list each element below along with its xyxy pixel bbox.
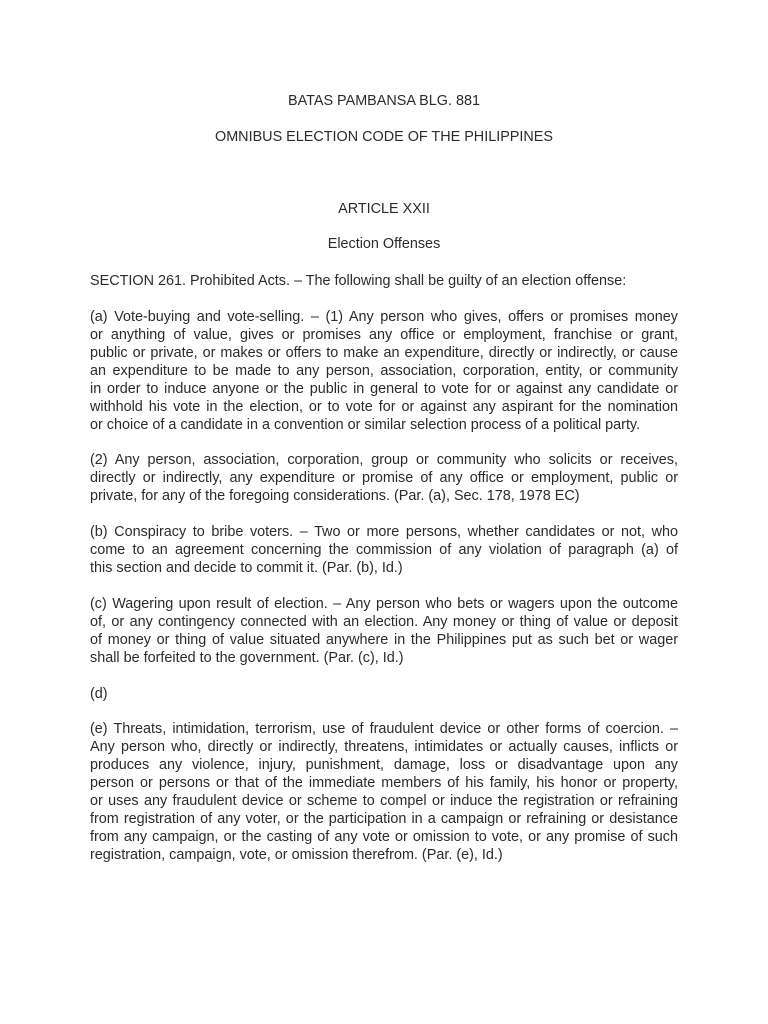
paragraph-d: [90, 685, 678, 703]
paragraph-c: [90, 595, 678, 667]
paragraph-b: [90, 523, 678, 577]
paragraph-line: registration, campaign, vote, or omission therefrom. (Par. (e), Id.): [90, 847, 503, 863]
paragraph-line: public or private, or makes or offers to make an expenditure, directly or indirectly, or cause: [90, 345, 678, 361]
paragraph-a2: [90, 451, 678, 505]
paragraph-line: (e) Threats, intimidation, terrorism, use of fraudulent device or other forms of coercion. –: [90, 721, 678, 737]
paragraph-line: or choice of a candidate in a convention or similar selection process of a political party.: [90, 417, 641, 433]
paragraph-e: [90, 720, 678, 864]
paragraph-line: in order to induce anyone or the public in general to vote for or against any candidate or: [90, 381, 678, 397]
paragraph-line: (c) Wagering upon result of election. – Any person who bets or wagers upon the outcome: [90, 596, 678, 612]
paragraph-line: shall be forfeited to the government. (Par. (c), Id.): [90, 650, 404, 666]
paragraph-line: produces any violence, injury, punishment, damage, loss or disadvantage upon any: [90, 757, 678, 773]
paragraph-line: (b) Conspiracy to bribe voters. – Two or more persons, whether candidates or not, who: [90, 524, 678, 540]
paragraph-line: come to an agreement concerning the commission of any violation of paragraph (a) of: [90, 542, 678, 558]
paragraph-line: (a) Vote-buying and vote-selling. – (1) Any person who gives, offers or promises money: [90, 309, 678, 325]
section-heading-line: SECTION 261. Prohibited Acts. – The following shall be guilty of an election offense:: [90, 273, 627, 289]
paragraph-line: withhold his vote in the election, or to vote for or against any aspirant for the nomination: [90, 399, 678, 415]
paragraph-line: or uses any fraudulent device or scheme to compel or induce the registration or refraining: [90, 793, 678, 809]
document-title: BATAS PAMBANSA BLG. 881: [288, 93, 480, 109]
paragraph-line: directly or indirectly, any expenditure or promise of any office or employment, public or: [90, 470, 678, 486]
paragraph-line: of, or any contingency connected with an election. Any money or thing of value or deposit: [90, 614, 678, 630]
paragraph-line: private, for any of the foregoing considerations. (Par. (a), Sec. 178, 1978 EC): [90, 488, 580, 504]
paragraph-line: (d): [90, 686, 108, 702]
paragraph-line: this section and decide to commit it. (Par. (b), Id.): [90, 560, 403, 576]
section-heading: [90, 272, 678, 290]
paragraph-line: of money or thing of value situated anywhere in the Philippines put as such bet or wager: [90, 632, 678, 648]
paragraph-line: Any person who, directly or indirectly, threatens, intimidates or actually causes, inflicts or: [90, 739, 678, 755]
document-subtitle: OMNIBUS ELECTION CODE OF THE PHILIPPINES: [215, 129, 553, 145]
paragraph-line: an expenditure to be made to any person, association, corporation, entity, or community: [90, 363, 678, 379]
paragraph-line: person or persons or that of the immediate members of his family, his honor or property,: [90, 775, 678, 791]
paragraph-line: (2) Any person, association, corporation, group or community who solicits or receives,: [90, 452, 678, 468]
paragraph-line: from registration of any voter, or the participation in a campaign or refraining or desistance: [90, 811, 678, 827]
article-heading: ARTICLE XXII: [338, 201, 430, 217]
article-subtitle: Election Offenses: [327, 236, 441, 252]
paragraph-line: or anything of value, gives or promises any office or employment, franchise or grant,: [90, 327, 678, 343]
paragraph-a: [90, 308, 678, 434]
paragraph-line: from any campaign, or the casting of any vote or omission to vote, or any promise of such: [90, 829, 678, 845]
